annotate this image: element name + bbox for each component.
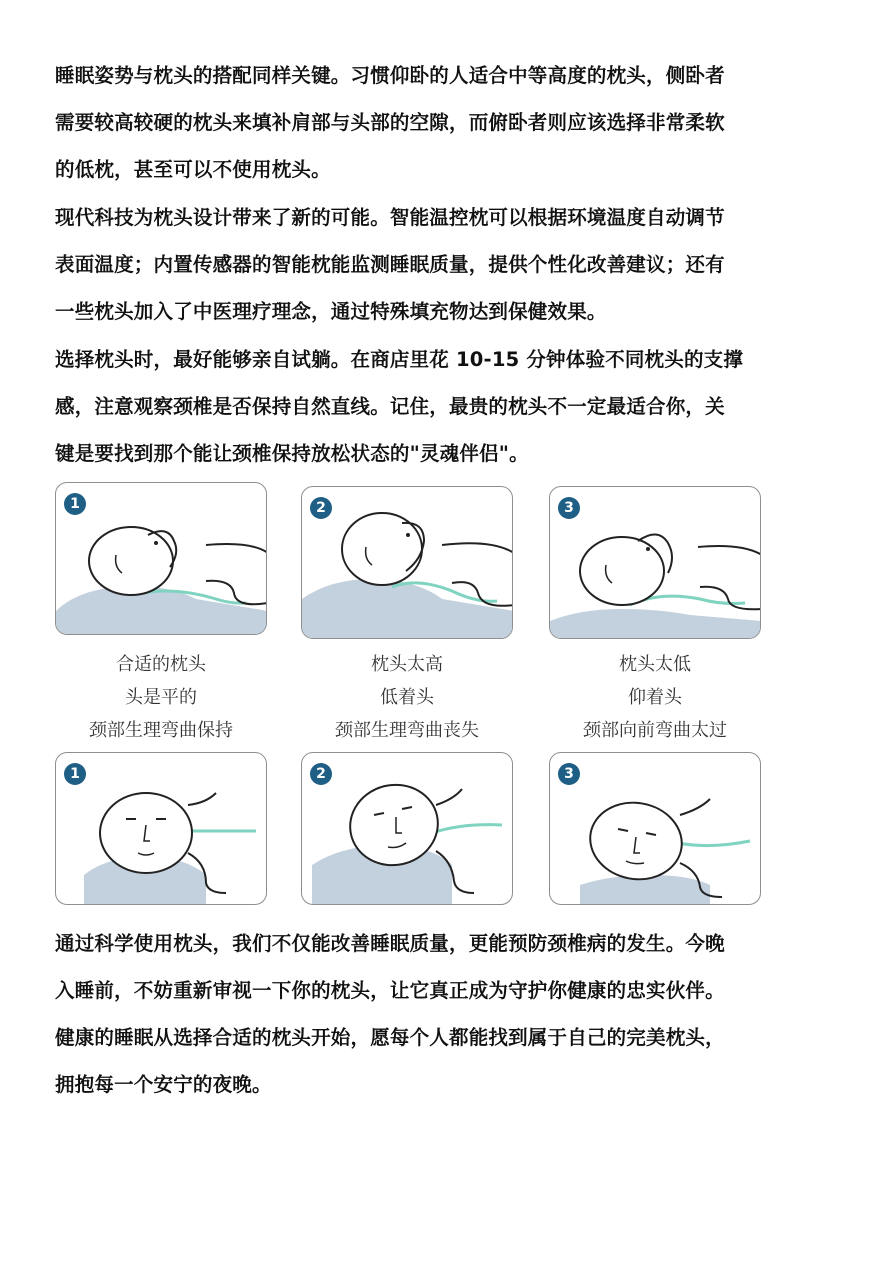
paragraph-choosing (55, 336, 790, 477)
pillow-height-illustration (55, 482, 767, 907)
step-badge: 2 (310, 497, 332, 519)
caption-line: 颈部向前弯曲太过 (583, 720, 727, 741)
front-view-panel-1 (55, 752, 267, 905)
step-badge: 3 (558, 497, 580, 519)
text-line: 的低枕，甚至可以不使用枕头。 (55, 158, 331, 181)
text-line: 选择枕头时，最好能够亲自试躺。在商店里花 10-15 分钟体验不同枕头的支撑 (55, 348, 744, 371)
side-view-panel-3 (549, 486, 761, 639)
caption-line: 头是平的 (125, 687, 197, 708)
caption-line: 枕头太高 (371, 654, 443, 675)
text-line: 感，注意观察颈椎是否保持自然直线。记住，最贵的枕头不一定最适合你，关 (55, 395, 725, 418)
text-line: 一些枕头加入了中医理疗理念，通过特殊填充物达到保健效果。 (55, 300, 607, 323)
caption-line: 颈部生理弯曲保持 (89, 720, 233, 741)
text-line: 睡眠姿势与枕头的搭配同样关键。习惯仰卧的人适合中等高度的枕头，侧卧者 (55, 64, 725, 87)
side-view-panel-2 (301, 486, 513, 639)
text-line: 键是要找到那个能让颈椎保持放松状态的"灵魂伴侣"。 (55, 442, 529, 465)
paragraph-technology (55, 194, 790, 335)
text-line: 需要较高较硬的枕头来填补肩部与头部的空隙，而俯卧者则应该选择非常柔软 (55, 111, 725, 134)
text-line: 入睡前，不妨重新审视一下你的枕头，让它真正成为守护你健康的忠实伙伴。 (55, 979, 725, 1002)
front-view-panel-3 (549, 752, 761, 905)
caption-pillow-too-low (549, 648, 761, 747)
caption-line: 低着头 (380, 687, 434, 708)
text-line: 表面温度；内置传感器的智能枕能监测睡眠质量，提供个性化改善建议；还有 (55, 253, 725, 276)
caption-line: 颈部生理弯曲丧失 (335, 720, 479, 741)
caption-line: 合适的枕头 (116, 654, 206, 675)
front-view-panel-2 (301, 752, 513, 905)
text-line: 拥抱每一个安宁的夜晚。 (55, 1073, 272, 1096)
step-badge: 3 (558, 763, 580, 785)
side-view-panel-1 (55, 482, 267, 635)
caption-line: 仰着头 (628, 687, 682, 708)
text-line: 健康的睡眠从选择合适的枕头开始，愿每个人都能找到属于自己的完美枕头， (55, 1026, 725, 1049)
text-line: 现代科技为枕头设计带来了新的可能。智能温控枕可以根据环境温度自动调节 (55, 206, 725, 229)
step-badge: 1 (64, 763, 86, 785)
caption-correct-pillow (55, 648, 267, 747)
text-line: 通过科学使用枕头，我们不仅能改善睡眠质量，更能预防颈椎病的发生。今晚 (55, 932, 725, 955)
paragraph-sleep-posture (55, 52, 790, 193)
step-badge: 2 (310, 763, 332, 785)
caption-pillow-too-high (301, 648, 513, 747)
step-badge: 1 (64, 493, 86, 515)
paragraph-conclusion (55, 920, 790, 1108)
caption-line: 枕头太低 (619, 654, 691, 675)
